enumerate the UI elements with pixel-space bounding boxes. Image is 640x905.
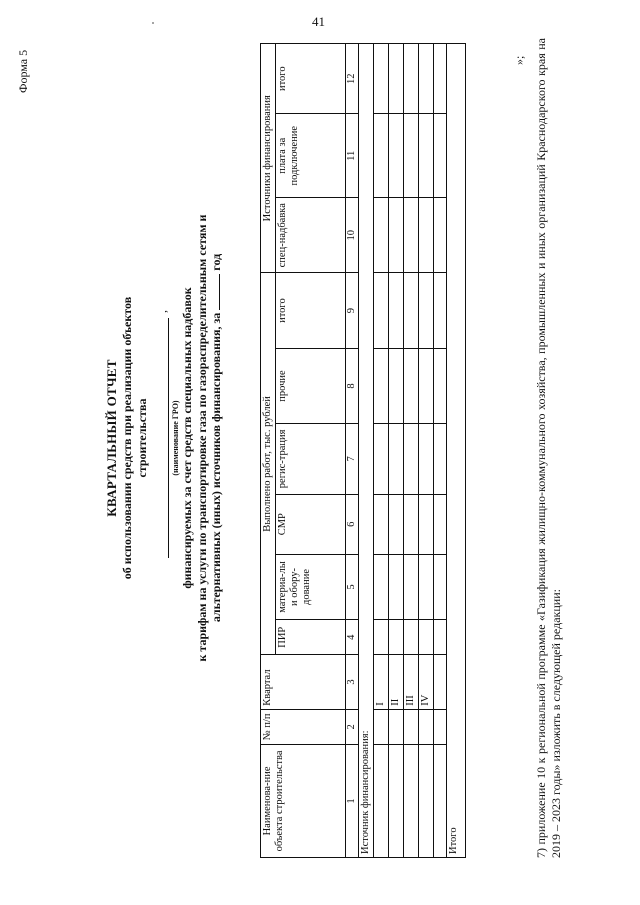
table-cell <box>389 744 404 857</box>
header-name: Наименова-ние объекта строительства <box>261 744 346 857</box>
quarter-cell: I <box>374 655 389 709</box>
header-quarter: Квартал <box>261 655 346 709</box>
report-title-block <box>104 123 224 753</box>
column-number: 1 <box>346 744 359 857</box>
table-cell <box>419 273 434 348</box>
year-blank <box>209 274 220 310</box>
table-cell <box>404 744 419 857</box>
table-cell <box>434 655 447 709</box>
column-number: 3 <box>346 655 359 709</box>
table-cell <box>389 424 404 494</box>
table-cell <box>389 348 404 423</box>
table-cell <box>374 744 389 857</box>
column-number: 2 <box>346 709 359 744</box>
header-sources-total: итого <box>276 44 346 114</box>
table-cell <box>419 620 434 655</box>
header-materials: материа-лы и обору-дование <box>276 554 346 619</box>
header-total: итого <box>276 273 346 348</box>
table-cell <box>374 424 389 494</box>
table-cell <box>419 744 434 857</box>
quarter-cell: II <box>389 655 404 709</box>
table-cell <box>404 44 419 114</box>
table-cell <box>374 44 389 114</box>
table-cell <box>374 273 389 348</box>
table-cell <box>374 114 389 198</box>
funding-source-label: Источник финансирования: <box>359 44 374 858</box>
column-number: 11 <box>346 114 359 198</box>
table-cell <box>374 554 389 619</box>
table-cell <box>389 198 404 273</box>
table-cell <box>434 114 447 198</box>
table-cell <box>374 709 389 744</box>
table-cell <box>374 494 389 554</box>
table-cell <box>404 494 419 554</box>
report-description-line-2: к тарифам на услуги по транспортировке газа по газораспределительным сетям и <box>194 214 209 662</box>
table-cell <box>434 744 447 857</box>
rotated-page-content <box>12 13 627 893</box>
table-cell <box>389 709 404 744</box>
amendment-paragraph: 7) приложение 10 к региональной программе «Газификация жилищно-коммунального хозяйства, промышленных и иных организаций Краснодарского края на 2019 – 2023 годы» изложить в следующей редакции: <box>534 38 563 858</box>
quarter-cell: III <box>404 655 419 709</box>
table-cell <box>419 709 434 744</box>
header-other: прочие <box>276 348 346 423</box>
table-cell <box>419 554 434 619</box>
total-row <box>447 44 466 858</box>
table-cell <box>404 709 419 744</box>
header-smr: СМР <box>276 494 346 554</box>
gro-name-blank <box>155 310 169 558</box>
column-number-row <box>346 44 359 858</box>
table-cell <box>419 348 434 423</box>
table-cell <box>404 620 419 655</box>
table-cell <box>419 198 434 273</box>
header-connection-fee: плата за подключение <box>276 114 346 198</box>
total-label: Итого <box>447 44 466 858</box>
table-cell <box>389 494 404 554</box>
table-cell <box>434 424 447 494</box>
gro-caption: (наименование ГРО) <box>171 400 180 476</box>
table-cell <box>404 114 419 198</box>
header-row-1 <box>261 44 276 858</box>
table-row <box>374 44 389 858</box>
table-cell <box>434 709 447 744</box>
report-description-line-3-end: год <box>209 253 223 271</box>
table-cell <box>434 554 447 619</box>
table-cell <box>434 348 447 423</box>
closing-quote: »; <box>512 55 526 65</box>
report-description-line-3 <box>209 123 224 753</box>
table-cell <box>419 44 434 114</box>
header-funding-sources: Источники финансирования <box>261 44 276 273</box>
table-cell <box>434 620 447 655</box>
table-cell <box>374 198 389 273</box>
column-number: 8 <box>346 348 359 423</box>
report-subtitle-line-1: об использовании средств при реализации объектов <box>120 296 134 580</box>
report-subtitle-line-2: строительства <box>135 398 149 478</box>
header-num: № п/п <box>261 709 346 744</box>
table-cell <box>389 620 404 655</box>
form-label: Форма 5 <box>16 49 30 93</box>
column-number: 5 <box>346 554 359 619</box>
table-row <box>434 44 447 858</box>
table-row <box>419 44 434 858</box>
table-row <box>404 44 419 858</box>
report-table <box>260 43 466 858</box>
table-cell <box>434 44 447 114</box>
header-work-done: Выполнено работ, тыс. рублей <box>261 273 276 655</box>
table-cell <box>419 494 434 554</box>
table-cell <box>404 554 419 619</box>
report-title: КВАРТАЛЬНЫЙ ОТЧЕТ <box>104 359 119 517</box>
table-cell <box>389 273 404 348</box>
funding-source-row <box>359 44 374 858</box>
table-cell <box>404 198 419 273</box>
table-cell <box>389 114 404 198</box>
column-number: 6 <box>346 494 359 554</box>
table-cell <box>374 620 389 655</box>
table-row <box>389 44 404 858</box>
table-cell <box>374 348 389 423</box>
page-number: 41 <box>312 14 325 29</box>
column-number: 9 <box>346 273 359 348</box>
table-cell <box>434 273 447 348</box>
table-cell <box>434 494 447 554</box>
table-cell <box>404 424 419 494</box>
report-description-line-1: финансируемых за счет средств специальных надбавок <box>180 287 194 589</box>
column-number: 10 <box>346 198 359 273</box>
column-number: 12 <box>346 44 359 114</box>
header-pir: ПИР <box>276 620 346 655</box>
table-cell <box>404 273 419 348</box>
quarter-cell: IV <box>419 655 434 709</box>
table-cell <box>434 198 447 273</box>
table-cell <box>404 348 419 423</box>
table-cell <box>389 554 404 619</box>
column-number: 4 <box>346 620 359 655</box>
column-number: 7 <box>346 424 359 494</box>
table-cell <box>419 424 434 494</box>
gro-comma: , <box>155 310 169 313</box>
header-registration: регис-трация <box>276 424 346 494</box>
report-description-line-3-start: альтернативных (иных) источников финансирования, за <box>209 312 223 623</box>
table-cell <box>419 114 434 198</box>
header-special-surcharge: спец-надбавка <box>276 198 346 273</box>
table-cell <box>389 44 404 114</box>
